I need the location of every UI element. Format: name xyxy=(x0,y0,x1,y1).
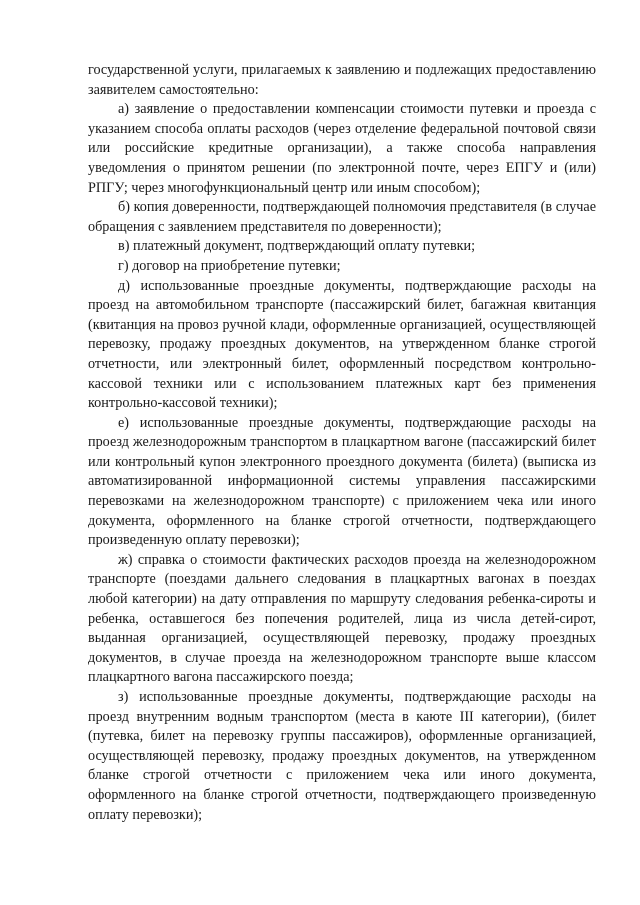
paragraph-item-v: в) платежный документ, подтверждающий оплату путевки; xyxy=(118,238,476,255)
paragraph-item-g: г) договор на приобретение путевки; xyxy=(118,257,341,274)
paragraph-item-b: б) копия доверенности, подтверждающей полномочия представителя (в случае обращения с заявлением представителя по доверенности); xyxy=(88,199,596,235)
paragraph-item-z: з) использованные проездные документы, подтверждающие расходы на проезд внутренним водным транспортом (места в каюте III категории), (билет (путевка, билет на перевозку группы пассажиров), оформленные организацией, осуществляющей перевозку, продажу проездных документов, на утвержденном бланке строгой отчетности с приложением чека или иного документа, оформленного на бланке строгой отчетности, подтверждающего произведенную оплату перевозки); xyxy=(88,689,596,823)
document-page xyxy=(88,61,596,825)
paragraph-item-e: е) использованные проездные документы, подтверждающие расходы на проезд железнодорожным транспортом в плацкартном вагоне (пассажирский билет или контрольный купон электронного проездного документа (билета) (выписка из автоматизированной информационной системы управления пассажирскими перевозками на железнодорожном транспорте) с приложением чека или иного документа, оформленного на бланке строгой отчетности, подтверждающего произведенную оплату перевозки); xyxy=(88,414,596,549)
paragraph-item-d: д) использованные проездные документы, подтверждающие расходы на проезд на автомобильном транспорте (пассажирский билет, багажная квитанция (квитанция на провоз ручной клади, оформленные организацией, осуществляющей перевозку, продажу проездных документов, на утвержденном бланке строгой отчетности, или электронный билет, оформленный посредством контрольно-кассовой техники или с использованием платежных карт без применения контрольно-кассовой техники); xyxy=(88,277,596,412)
paragraph-intro-continuation: государственной услуги, прилагаемых к заявлению и подлежащих предоставлению заявителем самостоятельно: xyxy=(88,62,596,98)
paragraph-item-zh: ж) справка о стоимости фактических расходов проезда на железнодорожном транспорте (поездами дальнего следования в плацкартных вагонах в поездах любой категории) на дату отправления по маршруту следования ребенка-сироты и ребенка, оставшегося без попечения родителей, лица из числа детей-сирот, выданная организацией, осуществляющей перевозку, продажу проездных документов, в случае проезда на железнодорожном транспорте выше классом плацкартного вагона пассажирского поезда; xyxy=(88,551,596,686)
paragraph-item-a: а) заявление о предоставлении компенсации стоимости путевки и проезда с указанием способа оплаты расходов (через отделение федеральной почтовой связи или российские кредитные организации), а также способа направления уведомления о принятом решении (по электронной почте, через ЕПГУ и (или) РПГУ; через многофункциональный центр или иным способом); xyxy=(88,101,596,196)
